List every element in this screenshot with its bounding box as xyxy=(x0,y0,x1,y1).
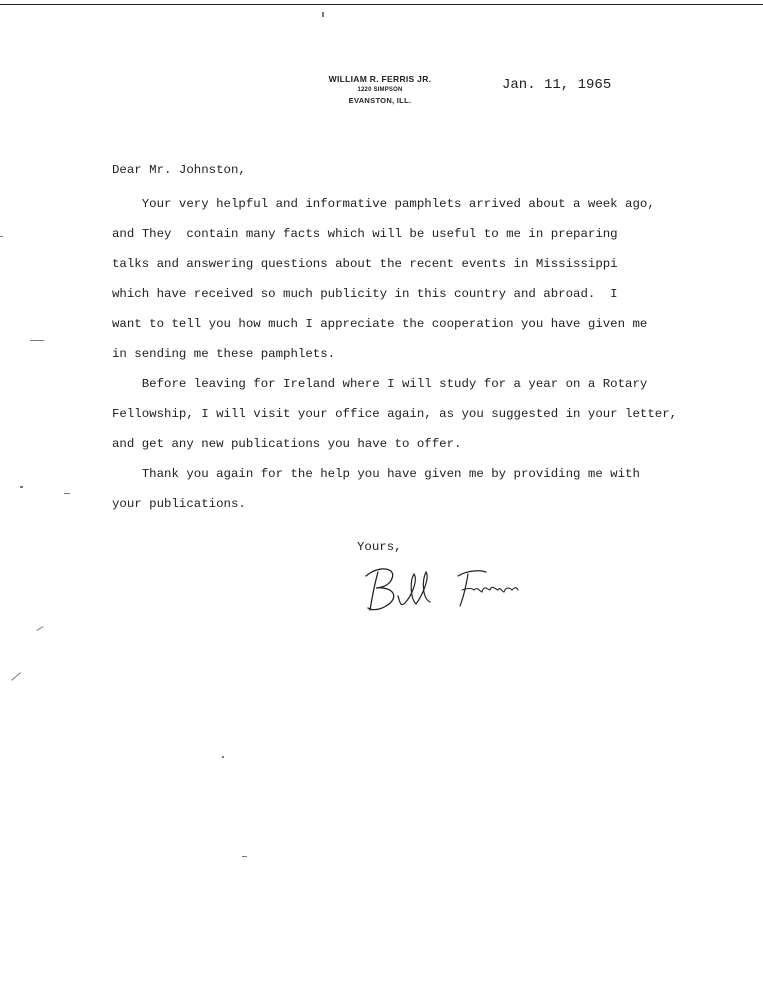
body-line: and get any new publications you have to offer. xyxy=(112,437,462,451)
scan-speck xyxy=(64,493,70,494)
letterhead xyxy=(300,74,460,105)
letterhead-name: WILLIAM R. FERRIS JR. xyxy=(328,74,432,84)
salutation: Dear Mr. Johnston, xyxy=(112,163,246,177)
letter-date: Jan. 11, 1965 xyxy=(502,77,612,93)
scan-speck xyxy=(222,756,224,758)
scan-speck xyxy=(36,626,43,631)
body-line: Thank you again for the help you have given me by providing me with xyxy=(112,467,640,481)
scan-speck xyxy=(0,236,3,237)
closing: Yours, xyxy=(357,540,402,554)
scan-speck xyxy=(322,12,324,17)
top-edge-rule xyxy=(0,4,763,5)
body-line: Before leaving for Ireland where I will study for a year on a Rotary xyxy=(112,377,648,391)
letterhead-street: 1220 SIMPSON xyxy=(357,87,403,93)
scan-speck xyxy=(20,486,23,488)
body-line: Fellowship, I will visit your office again, as you suggested in your letter, xyxy=(112,407,678,421)
body-line: your publications. xyxy=(112,497,246,511)
body-line: Your very helpful and informative pamphlets arrived about a week ago, xyxy=(112,197,655,211)
body-line: want to tell you how much I appreciate the cooperation you have given me xyxy=(112,317,648,331)
body-line: and They contain many facts which will be useful to me in preparing xyxy=(112,227,618,241)
handwritten-signature xyxy=(360,560,540,620)
body-line: in sending me these pamphlets. xyxy=(112,347,336,361)
body-line: which have received so much publicity in this country and abroad. I xyxy=(112,287,618,301)
scan-speck xyxy=(11,672,21,680)
scan-speck xyxy=(30,340,44,341)
body-line: talks and answering questions about the recent events in Mississippi xyxy=(112,257,618,271)
scan-speck xyxy=(242,856,247,857)
letterhead-city: EVANSTON, ILL. xyxy=(348,96,412,105)
